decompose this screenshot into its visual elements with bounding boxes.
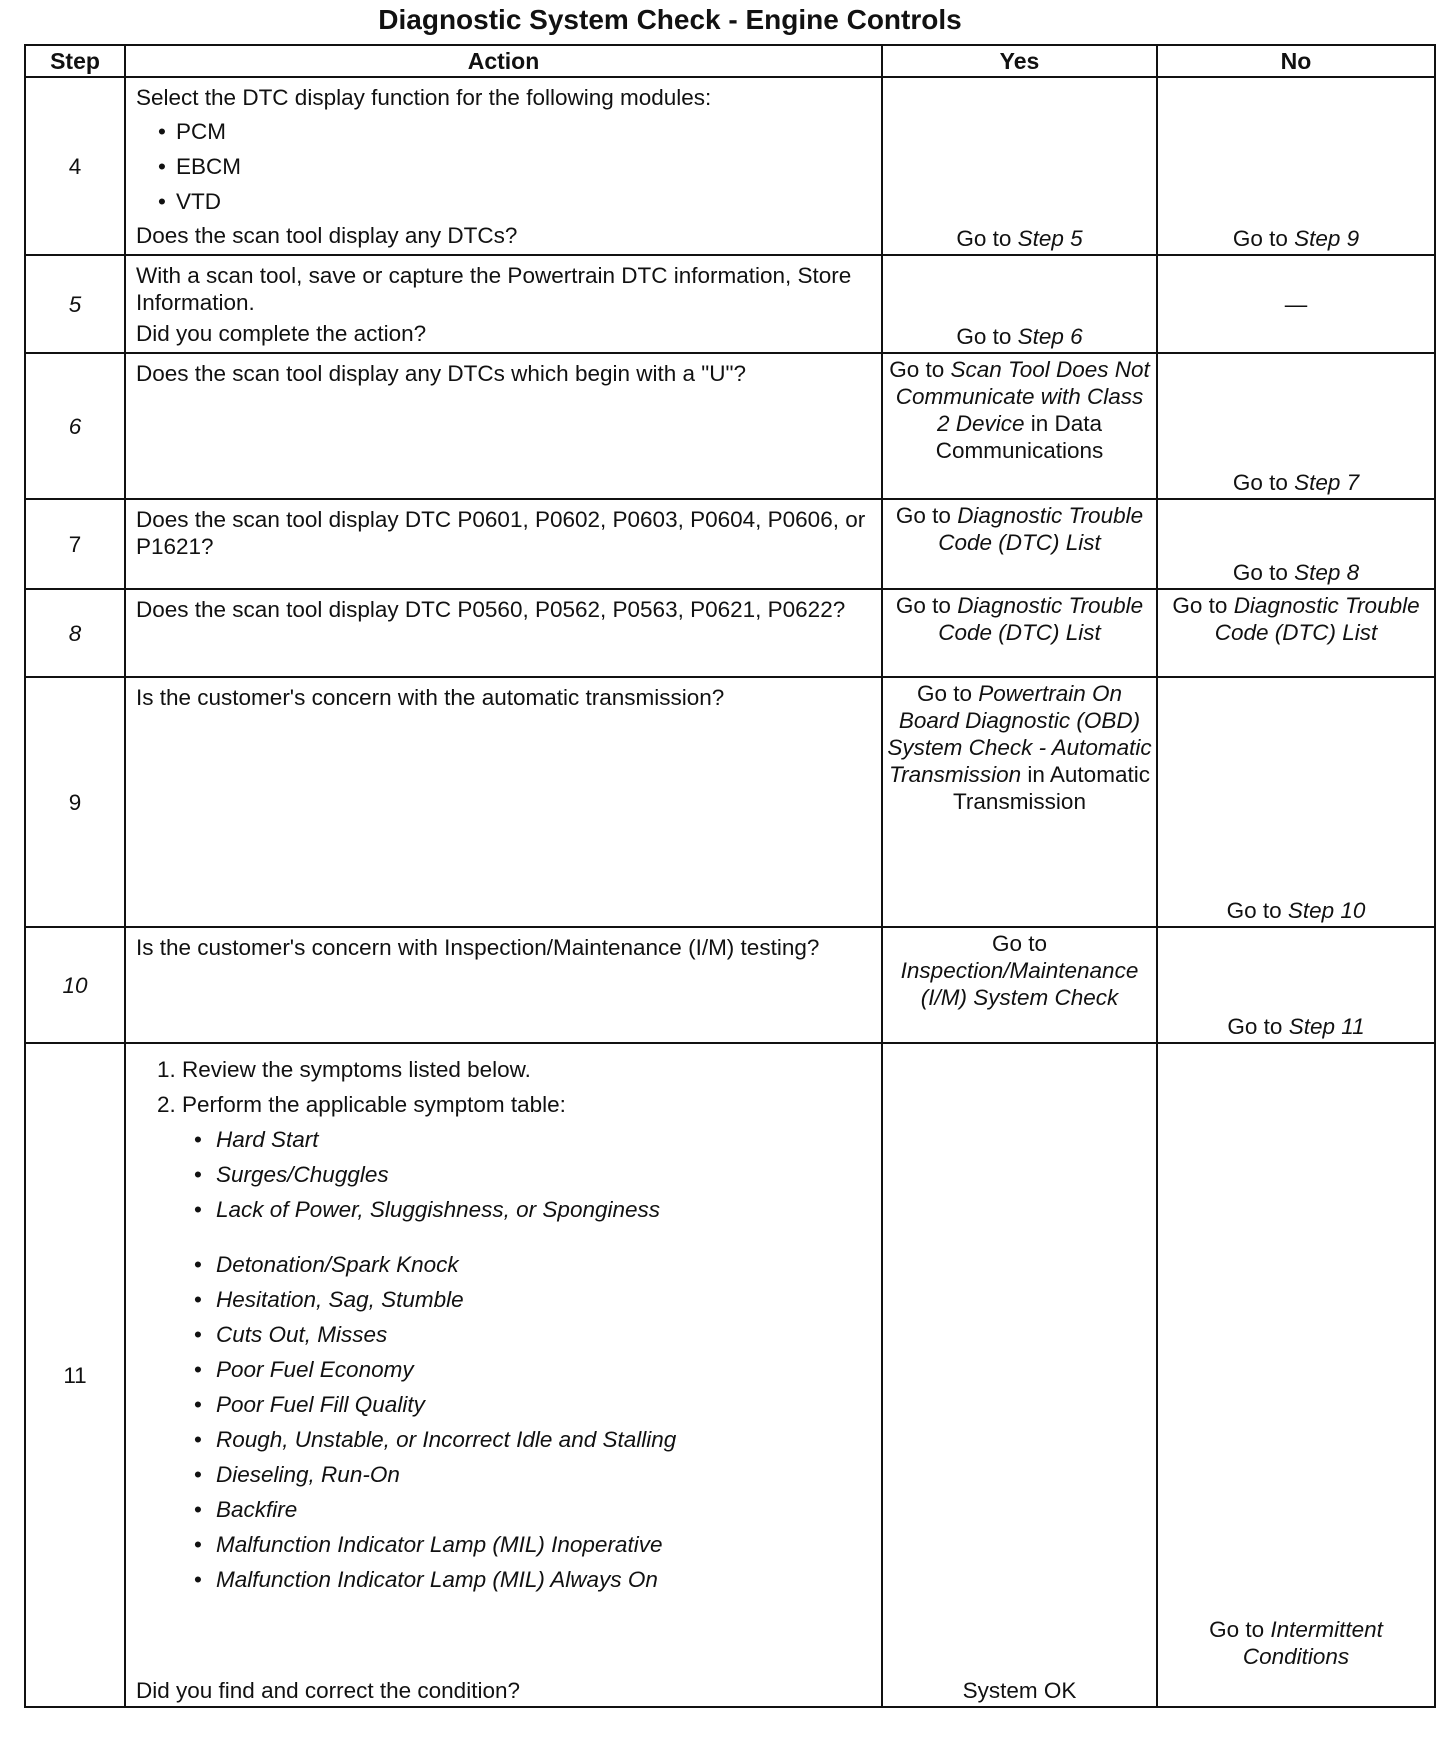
yes-link[interactable]: Diagnostic Trouble Code (DTC) List (938, 503, 1144, 555)
header-row (25, 45, 1435, 77)
yes-prefix: Go to (889, 357, 951, 382)
yes-link[interactable]: Powertrain On Board Diagnostic (OBD) System Check - Automatic Transmission (887, 681, 1152, 787)
no-cell (1157, 353, 1435, 499)
yes-prefix: Go to (991, 931, 1048, 956)
symptom-link[interactable]: • Poor Fuel Fill Quality (216, 1387, 871, 1422)
action-cell (125, 77, 882, 255)
yes-cell (882, 353, 1157, 499)
step-number: 9 (25, 677, 125, 927)
table-row (25, 1043, 1435, 1707)
step-number: 5 (25, 255, 125, 353)
yes-prefix: Go to (956, 226, 1018, 251)
step-number: 8 (25, 589, 125, 677)
yes-cell (882, 255, 1157, 353)
no-prefix: Go to (1232, 560, 1295, 585)
symptom-link[interactable]: • Cuts Out, Misses (216, 1317, 871, 1352)
question-text: Did you complete the action? (136, 321, 427, 346)
action-text: Is the customer's concern with Inspection/Maintenance (I/M) testing? (136, 935, 820, 960)
action-text: Does the scan tool display DTC P0560, P0562, P0563, P0621, P0622? (136, 597, 846, 622)
no-cell (1157, 677, 1435, 927)
yes-link[interactable]: Scan Tool Does Not Communicate with Class 2 Device (895, 357, 1150, 436)
yes-cell (882, 77, 1157, 255)
no-cell (1157, 499, 1435, 589)
yes-cell: System OK (882, 1043, 1157, 1707)
action-text: Does the scan tool display DTC P0601, P0602, P0603, P0604, P0606, or P1621? (136, 507, 866, 559)
yes-cell (882, 677, 1157, 927)
symptom-link[interactable]: • Backfire (216, 1492, 871, 1527)
yes-prefix: Go to (895, 593, 958, 618)
no-link[interactable]: Diagnostic Trouble Code (DTC) List (1214, 593, 1420, 645)
symptom-link[interactable]: • Rough, Unstable, or Incorrect Idle and Stalling (216, 1422, 871, 1457)
yes-link[interactable]: Step 5 (1017, 226, 1083, 251)
no-cell (1157, 927, 1435, 1043)
action-cell (125, 353, 882, 499)
no-link[interactable]: Step 11 (1288, 1014, 1365, 1039)
page-title: Diagnostic System Check - Engine Controls (378, 4, 962, 35)
no-prefix: Go to (1209, 1617, 1271, 1642)
list-item: 1. Review the symptoms listed below. (182, 1052, 871, 1087)
action-cell (125, 677, 882, 927)
no-cell (1157, 77, 1435, 255)
no-prefix: Go to (1232, 470, 1295, 495)
list-item: • VTD (176, 184, 871, 219)
list-item (182, 1087, 871, 1597)
no-prefix: Go to (1227, 1014, 1289, 1039)
list-item: • EBCM (176, 149, 871, 184)
no-cell (1157, 589, 1435, 677)
symptom-link[interactable]: • Detonation/Spark Knock (216, 1247, 871, 1282)
action-text: With a scan tool, save or capture the Powertrain DTC information, Store Information. (136, 263, 852, 315)
symptom-link[interactable]: • Hesitation, Sag, Stumble (216, 1282, 871, 1317)
procedure-list (136, 1052, 871, 1597)
step-number: 6 (25, 353, 125, 499)
header-yes: Yes (882, 45, 1157, 77)
question-text: Did you find and correct the condition? (136, 1678, 520, 1703)
yes-prefix: Go to (895, 503, 958, 528)
no-prefix: Go to (1172, 593, 1234, 618)
no-link[interactable]: Step 8 (1294, 560, 1360, 585)
action-cell (125, 255, 882, 353)
table-row (25, 677, 1435, 927)
table-row (25, 255, 1435, 353)
table-row (25, 77, 1435, 255)
spacer (182, 1227, 871, 1247)
action-text: Does the scan tool display any DTCs which begin with a "U"? (136, 361, 747, 386)
no-cell (1157, 1043, 1435, 1707)
symptom-list (182, 1122, 871, 1227)
action-cell (125, 927, 882, 1043)
yes-cell (882, 927, 1157, 1043)
step-number: 4 (25, 77, 125, 255)
no-link[interactable]: Step 9 (1294, 226, 1360, 251)
symptom-link[interactable]: • Dieseling, Run-On (216, 1457, 871, 1492)
no-link[interactable]: Step 7 (1294, 470, 1360, 495)
action-cell (125, 1043, 882, 1707)
symptom-link[interactable]: • Surges/Chuggles (216, 1157, 871, 1192)
action-text: Select the DTC display function for the following modules: (136, 85, 712, 110)
yes-cell (882, 499, 1157, 589)
yes-link[interactable]: Inspection/Maintenance (I/M) System Check (900, 958, 1139, 1010)
symptom-list (182, 1247, 871, 1597)
no-link[interactable]: Step 10 (1287, 898, 1366, 923)
action-cell (125, 589, 882, 677)
step-number: 10 (25, 927, 125, 1043)
yes-link[interactable]: Diagnostic Trouble Code (DTC) List (938, 593, 1144, 645)
module-list (136, 114, 871, 219)
symptom-link[interactable]: • Poor Fuel Economy (216, 1352, 871, 1387)
symptom-link[interactable]: • Hard Start (216, 1122, 871, 1157)
table-row (25, 353, 1435, 499)
yes-suffix: in Automatic Transmission (953, 762, 1150, 814)
table-row (25, 589, 1435, 677)
question-text: Does the scan tool display any DTCs? (136, 223, 518, 248)
yes-prefix: Go to (956, 324, 1018, 349)
no-cell: — (1157, 255, 1435, 353)
no-link[interactable]: Intermittent Conditions (1242, 1617, 1383, 1669)
step-number: 7 (25, 499, 125, 589)
table-row (25, 927, 1435, 1043)
header-step: Step (25, 45, 125, 77)
step-number: 11 (25, 1043, 125, 1707)
action-cell (125, 499, 882, 589)
header-no: No (1157, 45, 1435, 77)
symptom-link[interactable]: • Malfunction Indicator Lamp (MIL) Inoperative (216, 1527, 871, 1562)
header-action: Action (125, 45, 882, 77)
symptom-link[interactable]: • Lack of Power, Sluggishness, or Sponginess (216, 1192, 871, 1227)
no-prefix: Go to (1232, 226, 1295, 251)
yes-cell (882, 589, 1157, 677)
action-text: Is the customer's concern with the automatic transmission? (136, 685, 725, 710)
symptom-link[interactable]: • Malfunction Indicator Lamp (MIL) Always On (216, 1562, 871, 1597)
yes-suffix: in Data Communications (935, 411, 1104, 463)
list-item-label: Perform the applicable symptom table: (182, 1092, 566, 1117)
table-row (25, 499, 1435, 589)
yes-prefix: Go to (916, 681, 979, 706)
yes-link[interactable]: Step 6 (1017, 324, 1083, 349)
no-prefix: Go to (1226, 898, 1288, 923)
diagnostic-table (24, 44, 1436, 1708)
list-item: • PCM (176, 114, 871, 149)
